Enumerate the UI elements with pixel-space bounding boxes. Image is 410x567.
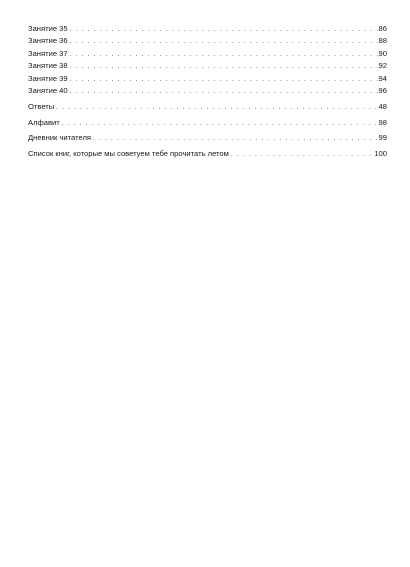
toc-entry-page: 94	[378, 73, 387, 83]
toc-entry-lesson-39	[28, 73, 387, 85]
toc-entry-page: 48	[378, 102, 387, 112]
toc-entry-lesson-40	[28, 85, 387, 97]
toc-entry-lesson-38	[28, 60, 387, 72]
toc-entry-label: Занятие 36	[28, 36, 68, 46]
toc-leader-dots	[70, 36, 378, 48]
toc-leader-dots	[70, 24, 378, 36]
toc-leader-dots	[62, 118, 378, 130]
toc-entry-page: 88	[378, 36, 387, 46]
toc-entry-label: Занятие 37	[28, 48, 68, 58]
toc-entry-label: Занятие 39	[28, 73, 68, 83]
toc-entry-label: Ответы	[28, 102, 55, 112]
toc-entry-answers	[28, 101, 387, 113]
toc-entry-reader-diary	[28, 132, 387, 144]
toc-leader-dots	[70, 74, 378, 86]
toc-leader-dots	[93, 133, 378, 145]
toc-entry-page: 90	[378, 48, 387, 58]
toc-entry-label: Дневник читателя	[28, 133, 92, 143]
toc-entry-page: 92	[378, 61, 387, 71]
toc-entry-alphabet	[28, 117, 387, 129]
toc-entry-label: Занятие 38	[28, 61, 68, 71]
toc-entry-lesson-35	[28, 23, 387, 35]
table-of-contents	[28, 23, 387, 160]
toc-entry-label: Занятие 40	[28, 85, 68, 95]
toc-leader-dots	[70, 86, 378, 98]
toc-entry-label: Алфавит	[28, 117, 60, 127]
toc-entry-lesson-36	[28, 35, 387, 47]
toc-leader-dots	[70, 61, 378, 73]
toc-entry-lesson-37	[28, 48, 387, 60]
toc-entry-page: 86	[378, 24, 387, 33]
toc-entry-book-list	[28, 148, 387, 160]
toc-entry-label: Список книг, которые мы советуем тебе прочитать летом	[28, 148, 229, 158]
toc-leader-dots	[231, 149, 373, 161]
toc-entry-label: Занятие 35	[28, 24, 68, 33]
toc-entry-page: 98	[378, 117, 387, 127]
toc-entry-page: 99	[378, 133, 387, 143]
toc-entry-page: 100	[374, 148, 387, 158]
toc-entry-page: 96	[378, 85, 387, 95]
toc-leader-dots	[70, 49, 378, 61]
toc-leader-dots	[56, 102, 377, 114]
